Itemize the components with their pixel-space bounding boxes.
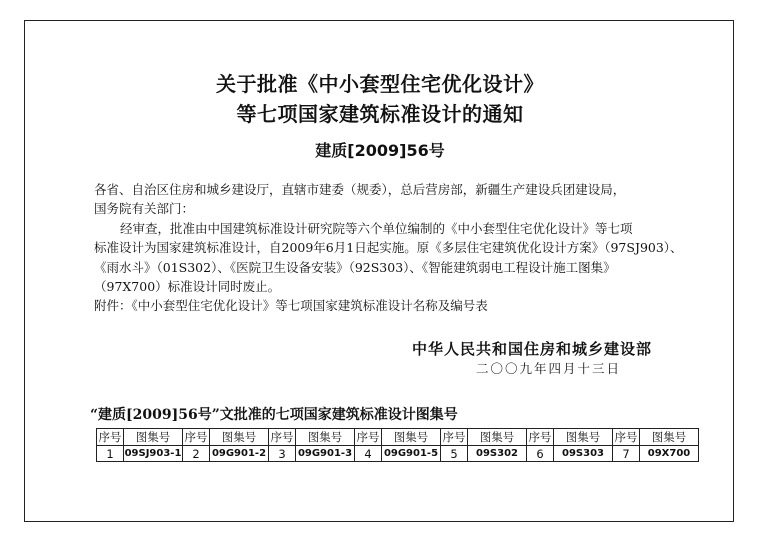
- atlas-code: 09G901-3: [296, 446, 355, 462]
- row-no: 5: [441, 446, 468, 462]
- body-line-1: 经审查，批准由中国建筑标准设计研究院等六个单位编制的《中小套型住宅优化设计》等七项: [120, 221, 633, 236]
- body-line-3: 《雨水斗》（01S302）、《医院卫生设备安装》（92S303）、《智能建筑弱电工程设计施工图集》: [94, 260, 616, 275]
- title-line-2: 等七项国家建筑标准设计的通知: [236, 102, 524, 126]
- header-code: 图集号: [640, 429, 699, 446]
- header-code: 图集号: [382, 429, 441, 446]
- row-no: 1: [97, 446, 124, 462]
- table-header-row: [97, 429, 699, 446]
- catalog-table: [96, 428, 699, 462]
- atlas-code: 09S302: [468, 446, 527, 462]
- body-line-2: 标准设计为国家建筑标准设计，自2009年6月1日起实施。原《多层住宅建筑优化设计方案》（97SJ903）、: [94, 240, 683, 255]
- document-number: 建质[2009]56号: [315, 141, 445, 160]
- table-row: [97, 446, 699, 462]
- title-line-1: 关于批准《中小套型住宅优化设计》: [216, 72, 544, 96]
- header-no: 序号: [184, 430, 208, 444]
- row-no: 4: [355, 446, 382, 462]
- header-no: 序号: [442, 430, 466, 444]
- atlas-code: 09G901-5: [382, 446, 441, 462]
- issuing-authority: 中华人民共和国住房和城乡建设部: [412, 340, 653, 358]
- row-no: 7: [613, 446, 640, 462]
- addressee-line-1: 各省、自治区住房和城乡建设厅，直辖市建委（规委），总后营房部，新疆生产建设兵团建设局，: [94, 182, 626, 197]
- header-code: 图集号: [554, 429, 613, 446]
- header-code: 图集号: [468, 429, 527, 446]
- header-code: 图集号: [296, 429, 355, 446]
- atlas-code: 09X700: [640, 446, 699, 462]
- addressee-line-2: 国务院有关部门：: [94, 201, 195, 216]
- atlas-code: 09G901-2: [210, 446, 269, 462]
- header-no: 序号: [356, 430, 380, 444]
- row-no: 6: [527, 446, 554, 462]
- header-no: 序号: [528, 430, 552, 444]
- row-no: 3: [269, 446, 296, 462]
- issue-date: 二〇〇九年四月十三日: [476, 361, 622, 376]
- atlas-code: 09S303: [554, 446, 613, 462]
- table-caption: “建质[2009]56号”文批准的七项国家建筑标准设计图集号: [90, 407, 458, 423]
- header-code: 图集号: [124, 429, 183, 446]
- header-no: 序号: [614, 430, 638, 444]
- row-no: 2: [183, 446, 210, 462]
- body-line-4: （97X700）标准设计同时废止。: [94, 279, 281, 294]
- header-no: 序号: [270, 430, 294, 444]
- attachment-note: 附件：《中小套型住宅优化设计》等七项国家建筑标准设计名称及编号表: [94, 298, 488, 313]
- header-no: 序号: [98, 430, 122, 444]
- header-code: 图集号: [210, 429, 269, 446]
- atlas-code: 09SJ903-1: [124, 446, 183, 462]
